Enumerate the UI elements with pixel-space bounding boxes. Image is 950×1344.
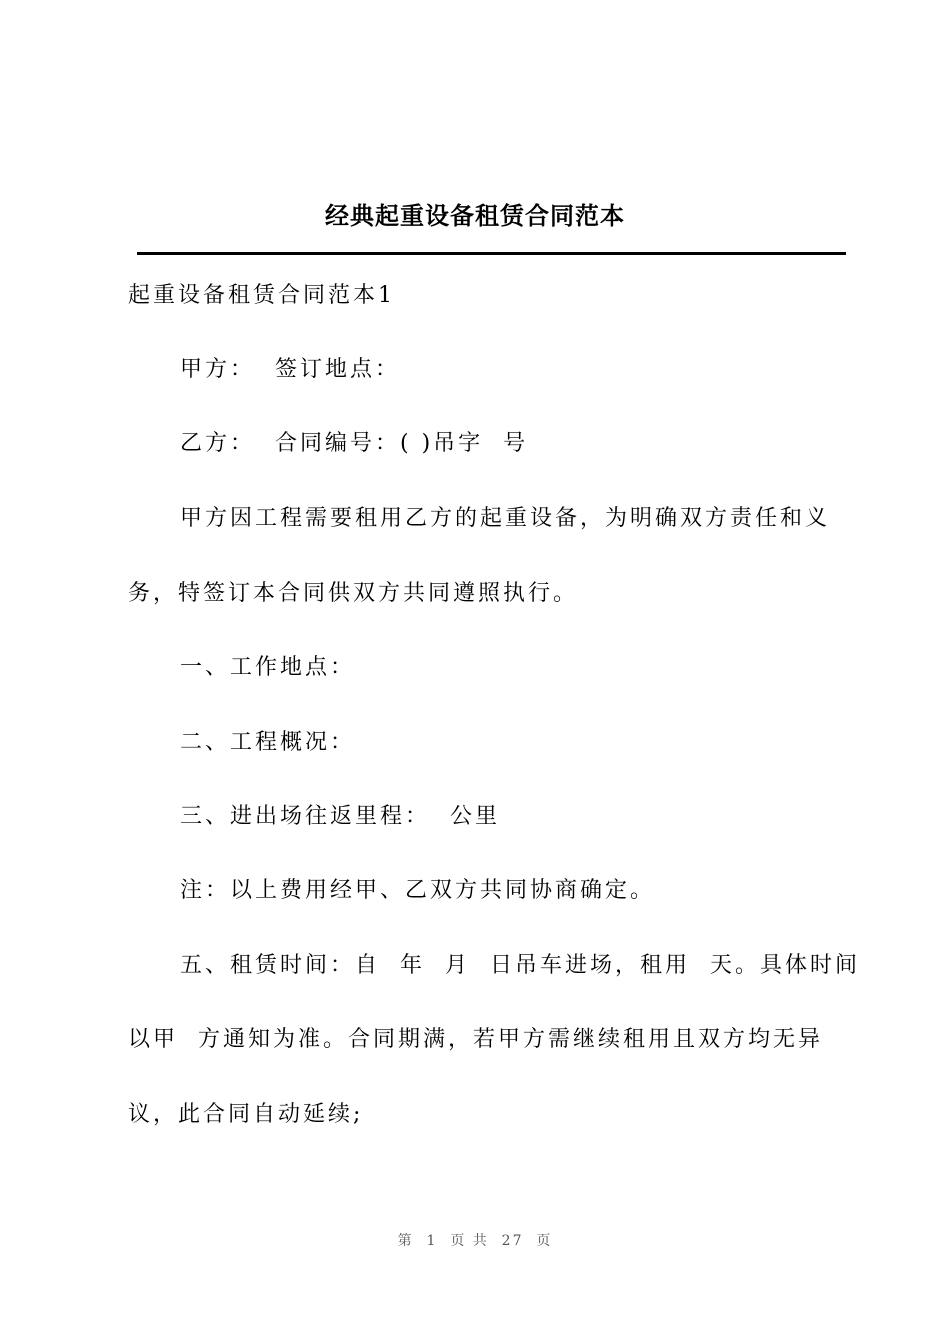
- heading-line: 起重设备租赁合同范本1: [128, 283, 395, 308]
- document-title: 经典起重设备租赁合同范本: [325, 202, 625, 230]
- clause-line: 二、工程概况：: [180, 730, 356, 755]
- paragraph-line: 以甲 方通知为准。合同期满，若甲方需继续租用且双方均无异: [128, 1027, 823, 1052]
- clause-line: 一、工作地点：: [180, 655, 356, 680]
- clause-line: 三、进出场往返里程： 公里: [180, 804, 500, 829]
- paragraph-line: 议，此合同自动延续;: [128, 1102, 364, 1127]
- clause-line: 五、租赁时间：自 年 月 日吊车进场，租用 天。具体时间: [180, 953, 860, 978]
- page-footer: 第 1 页 共 27 页: [397, 1233, 553, 1249]
- paragraph-line: 甲方因工程需要租用乙方的起重设备，为明确双方责任和义: [180, 506, 831, 531]
- paragraph-line: 务，特签订本合同供双方共同遵照执行。: [128, 581, 579, 606]
- title-rule: [137, 252, 846, 255]
- note-line: 注：以上费用经甲、乙双方共同协商确定。: [180, 878, 656, 903]
- party-b-line: 乙方： 合同编号：( )吊字 号: [180, 431, 529, 456]
- party-a-line: 甲方： 签订地点：: [180, 357, 400, 382]
